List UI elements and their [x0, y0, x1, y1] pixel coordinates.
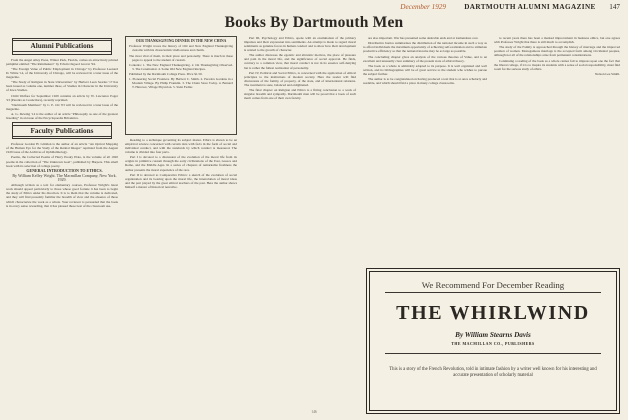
article-paragraph: Part II is devoted to Comparative Ethics: a sketch of the evolution of social organization and its bearing upon the moral life, the interrelation of moral ideas and the part played by the great ethical teachers of the past. Here the author shows himself a master of historical narrative. — [125, 172, 237, 189]
column-2-text — [125, 138, 237, 419]
section-title: Books By Dartmouth Men — [224, 14, 404, 31]
article-paragraph: The author is to be congratulated on having produced a text that is at once scholarly and readable, and which should find a place in many college classrooms. — [363, 77, 487, 86]
article-paragraph: Poems, the Collected Poems of Harry Prouty Plate, is the volume of all 1920 poems in the collection of "The Unknown Goal", published by Harpers. This small book with its selection of college poetry. — [6, 155, 118, 168]
ad-divider — [385, 292, 601, 293]
article-paragraph: Professor Gordon H. Gliddon is the author of an article "An Optical Mapping of the Human Eye for the Study of the Retinal Images" reprinted from the August 1929 issue of the Archives of Ophthalmology. — [6, 142, 118, 155]
column-2 — [125, 36, 237, 419]
column-4 — [363, 36, 487, 266]
article-paragraph: "Dartmouth Members" by C. E. Orr '03 will be reviewed in a later issue of the magazine. — [6, 103, 118, 112]
article-paragraph: The study of the Family is approached through the history of marriage and the improved position of women. Monogamous marriage is the accepted form among Occidental peoples, although not all of the relationships arise from permanent considerations. — [494, 45, 620, 58]
header-magazine-title: DARTMOUTH ALUMNI MAGAZINE — [464, 3, 596, 11]
review-subhead: GENERAL INTRODUCTION TO ETHICS. — [26, 167, 103, 173]
article-paragraph: "The Study of Religion in State Universities" by Herbert Leon Searles '17 has been issued as volume one, number three, of Studies in Character in the University of Iowa Studies. — [6, 80, 118, 93]
reviewer-signature: Nelson Lee Smith. — [595, 71, 620, 76]
article-paragraph: Part IV, Political and Social Ethics, is concerned with the application of ethical principles to the institutions of modern society. Here the reader will find discussions of the family, of property, of the state, and of international relations. The treatment is sane, balanced and enlightened. — [244, 70, 356, 87]
book-advertisement — [366, 268, 620, 414]
article-paragraph: Part III, Psychology and Ethics, opens with an examination of the primary impulses and their expression into sentiments. An attempt is made to regard moral sentiments as genuine forces in human conduct and to show how their development is related to the growth of character. — [244, 36, 356, 53]
review-byline: By William Kelley Wright. The Macmillan Company, New York. 1929. — [12, 173, 117, 183]
article-paragraph: Reading to a technique governing its subject matter. Ethics is shown to be an empirical science concerned with certain data with facts in the form of social and individual conduct, and with the standards by which conduct is measured. The volume is divided into four parts. — [125, 138, 237, 155]
article-paragraph: Child Welfare for September 1929 contains an article by W. Lawrence Eager '23 (Parents as Councilors), recently reprinted. — [6, 93, 118, 102]
article-paragraph: Continuing a reading of the book as a whole cannot fail to impress upon one the fact that the liberal college, if it is to inspire its students with a sense of social responsibility, must find room for the serious study of ethics. — [494, 58, 620, 71]
inset-item: 1. Pioneering Social Frontiers. By Herbert C. Smith. 2. Paradox Gardens in a Moslem Village. By Philip Franklin. 3. The Chain Store Today. 4. Bernard T. Hanover, Village Physician. 5. Stein Fedler. — [129, 77, 233, 90]
header-month: December 1929 — [400, 3, 446, 11]
article-paragraph: The author discusses the egoistic and altruistic motives, the place of pleasure and pain in the moral life, and the significance of social approval. He finds, contrary to a common view, that moral conduct is not in its essence self-denying but is rather the fullest realization of personality. — [244, 53, 356, 70]
article-paragraph: Distributive Justice summarizes the distribution of the national income in such a way as to afford individuals the maximum opportunity of achieving self-realization and to stimulate productive efficiency so that the national income may be as large as possible. — [363, 41, 487, 54]
alumni-publications-label: Alumni Publications — [13, 40, 111, 52]
inset-item: The most vital of them, in their place and personally. There is much in these pages to appeal to the student of custom. — [129, 53, 233, 62]
inset-box — [125, 36, 237, 135]
ad-book-title: THE WHIRLWIND — [396, 302, 590, 324]
header-page-number: 147 — [609, 3, 620, 11]
article-paragraph: Part I is devoted to a discussion of the evolution of the moral life from its origins in primitive custom through the early civilizations of the East, Greece and Rome, and the Middle Ages. In a series of chapters of remarkable freshness the author presents the moral experience of the race. — [125, 155, 237, 172]
alumni-publications-heading — [12, 38, 112, 55]
footer-page-number: 146 — [311, 410, 317, 414]
faculty-publications-label: Faculty Publications — [13, 125, 111, 137]
article-paragraph: The book as a whole is admirably adapted to its purpose. It is well organized and well written, and its bibliographies will be of great service to the student who wishes to pursue the subject further. — [363, 63, 487, 76]
faculty-publications-heading — [12, 122, 112, 139]
ad-blurb: This is a story of the French Revolution, told in intimate fashion by a writer well known for his interesting and accurate presentation of scholarly material — [389, 367, 597, 378]
article-paragraph: Although written as a text for elementary courses, Professor Wright's latest work should appeal particularly to those whose good fortune it has been to begin the study of Ethics under his direction. It is to them that the volume is dedicated, and they will find presently familiar the breadth of view and the absence of those which characterize the work as a whole. Your reviewer is persuaded that the book is in every sense rewarding, that it has pleased those best of the classroom use. — [6, 183, 118, 208]
inset-title: OUR THANKSGIVING DINNER IN THE NEW CHINA — [135, 39, 227, 43]
article-paragraph: A. G. Dewing '14 is the author of an article "Philosophy as one of the greatest breeding" in an issue of the Encyclopaedia Britannica. — [6, 112, 118, 121]
ad-recommend-heading: We Recommend For December Reading — [421, 280, 565, 290]
ad-author: By William Stearns Davis — [455, 331, 531, 339]
inset-item: Published by the Dartmouth College Press. Price $1.50. — [129, 72, 203, 77]
column-3 — [244, 36, 356, 414]
article-paragraph: are also important. War has presented some desirable ends and at tremendous cost. — [368, 36, 479, 40]
article-paragraph: "The Foreign Value of Public Employment in Chicago" by Professor Leonard D. White '14, of the University of Chicago, will be reviewed in a later issue of the magazine. — [6, 67, 118, 80]
ad-divider — [385, 353, 601, 354]
column-5 — [494, 36, 620, 266]
ad-publisher: THE MACMILLAN CO., PUBLISHERS — [451, 342, 535, 346]
inset-item: Professor Wright traces the history of Old and New England Thanksgiving customs with his characteristic mellowness and charm. — [129, 44, 233, 53]
column-1 — [6, 36, 118, 414]
article-paragraph: From the Angel Alley Press, Winter Park, Florida, comes an attractively printed pamphlet entitled "The Rainmakers" by Edwin Osgood Grover '94. — [6, 57, 118, 66]
article-paragraph: to recent years there has been a marked improvement in business ethics, but one agrees with Professor Wright that there is still much to accomplish. — [494, 36, 620, 45]
inset-item: Contents: 1. The New England Thanksgiving. 2. On Thanksgiving Observed. 3. The Ceremonial. 4. Some Old New England Recipes. — [129, 62, 233, 71]
article-paragraph: The final chapter on Religion and Ethics is a fitting conclusion to a work of singular breadth and sympathy. Dartmouth men will be proud that a book of such merit comes from one of their own faculty. — [244, 88, 356, 101]
article-paragraph: The concluding chapter gives an analysis of the various theories of Value, and is an excellent and unusually clear summary of the present state of ethical theory. — [363, 54, 487, 63]
